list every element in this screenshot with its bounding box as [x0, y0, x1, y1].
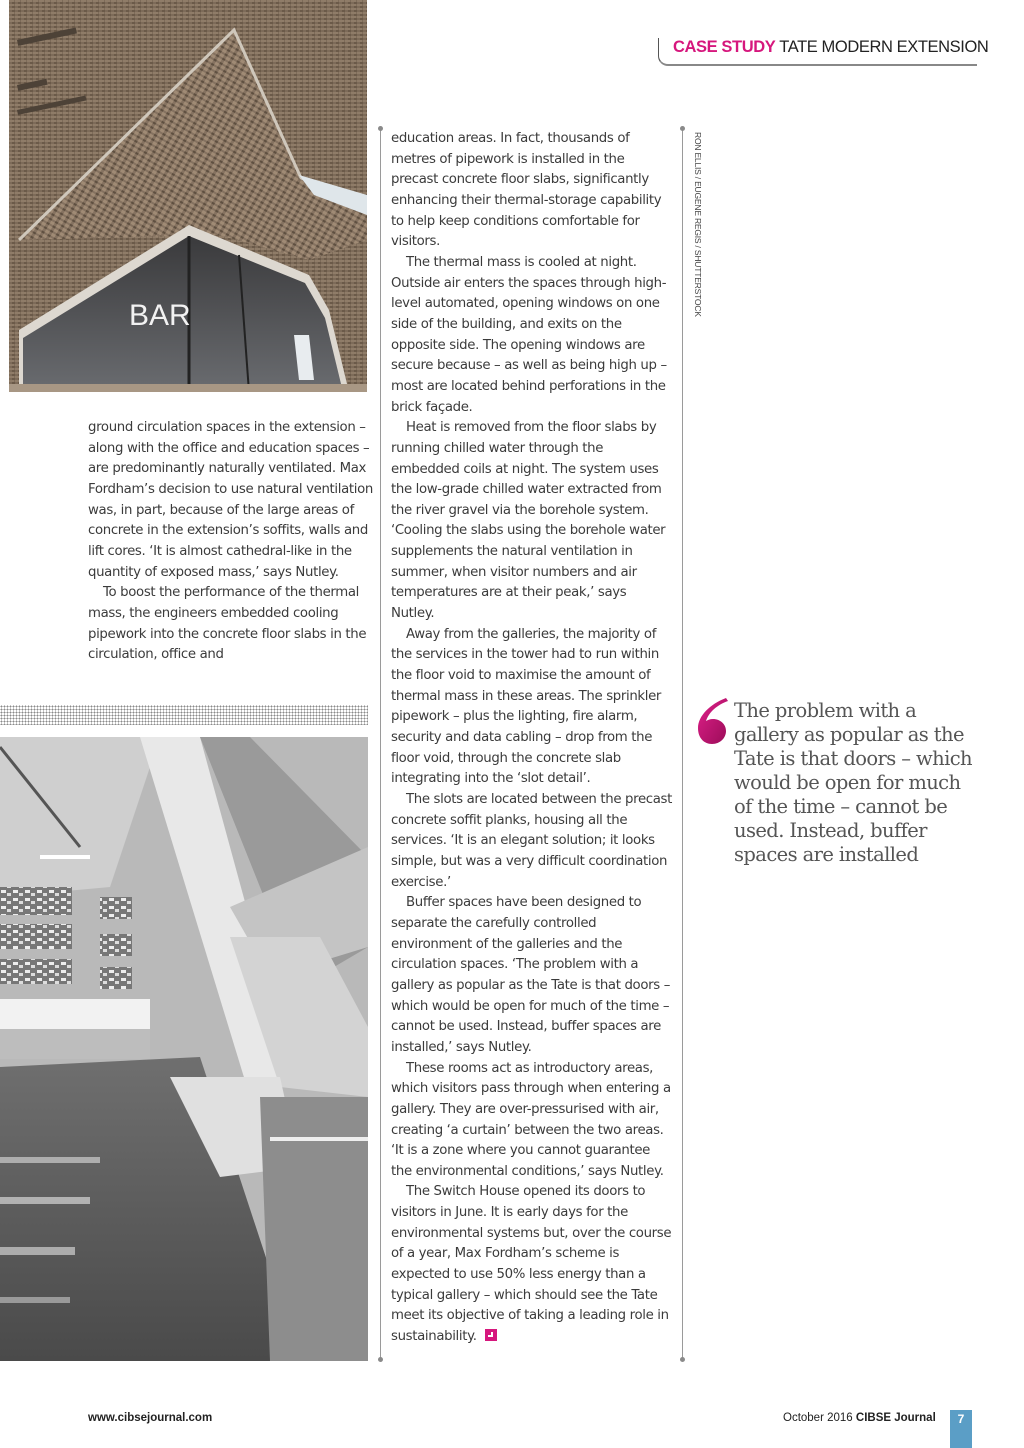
- building-exterior-illustration: [9, 0, 367, 392]
- footer-date: October 2016: [783, 1412, 853, 1424]
- paragraph: The slots are located between the precast concrete soffit planks, housing all the services. ‘It is an elegant solution; it looks simple, but was a very difficult coordination exercise.’: [391, 792, 672, 890]
- header-text: [673, 38, 988, 57]
- footer-publication: CIBSE Journal: [855, 1412, 936, 1424]
- footer-issue: [783, 1412, 936, 1424]
- paragraph: Buffer spaces have been designed to separate the carefully controlled environment of the galleries and the circulation spaces. ‘The problem with a gallery as popular as the Tate is that doors – which would be open for much of the time – cannot be used. Instead, buffer spaces are installed,’ says Nutley.: [391, 895, 671, 1055]
- pull-quote: The problem with a gallery as popular as the Tate is that doors – which would be open for much of the time – cannot be used. Instead, buffer spaces are installed: [734, 699, 972, 866]
- page-number: 7: [950, 1410, 972, 1448]
- column-rule-right: [682, 128, 683, 1360]
- header-title: TATE MODERN EXTENSION: [779, 38, 989, 56]
- section-header: [658, 38, 989, 66]
- paragraph: Heat is removed from the floor slabs by running chilled water through the embedded coils at night. The system uses the low-grade chilled water extracted from the river gravel via the borehole system. ‘Cooling the slabs using the borehole water supplements the natural ventilation in summer, when visitor numbers and air temperatures are at their peak,’ says Nutley.: [391, 420, 666, 622]
- footer-website-link[interactable]: www.cibsejournal.com: [88, 1412, 213, 1424]
- paragraph: education areas. In fact, thousands of metres of pipework is installed in the precast concrete floor slabs, significantly enhancing their thermal-storage capability to help keep conditions comfortable for visitors.: [391, 131, 662, 250]
- bar-sign-text: BAR: [129, 299, 191, 332]
- dotted-divider: [0, 705, 368, 725]
- photo-credit: RON ELLIS / EUGENE REGIS / SHUTTERSTOCK: [693, 132, 703, 317]
- paragraph: ground circulation spaces in the extension – along with the office and education spaces – are predominantly naturally ventilated. Max Fordham’s decision to use natural ventilation was, in part, because of the large areas of concrete in the extension’s soffits, walls and lift cores. ‘It is almost cathedral-like in the quantity of exposed mass,’ says Nutley.: [88, 420, 373, 580]
- article-column-2: [391, 129, 673, 1348]
- paragraph: Away from the galleries, the majority of the services in the tower had to run within the floor void to maximise the amount of thermal mass in these areas. The sprinkler pipework – plus the lighting, fire alarm, security and data cabling – drop from the floor void, through the concrete slab integrating into the ‘slot detail’.: [391, 626, 662, 787]
- paragraph-final: [391, 1182, 673, 1347]
- end-of-article-icon: [485, 1329, 497, 1341]
- quote-mark-icon: [692, 694, 730, 746]
- paragraph: The thermal mass is cooled at night. Outside air enters the spaces through high-level automated, opening windows on one side of the building, and exits on the opposite side. The opening windows are secure because – as well as being high up – most are located behind perforations in the brick façade.: [391, 254, 667, 415]
- article-column-1: [88, 418, 373, 666]
- photo-interior: [0, 737, 368, 1361]
- paragraph-text: The Switch House opened its doors to visitors in June. It is early days for the environmental systems but, over the course of a year, Max Fordham’s scheme is expected to use 50% less energy than a typical gallery – which should see the Tate meet its objective of taking a leading role in sustainability.: [391, 1184, 672, 1345]
- paragraph: These rooms act as introductory areas, which visitors pass through when entering a gallery. They are over-pressurised with air, creating ‘a curtain’ between the two areas. ‘It is a zone where you cannot guarantee the environmental conditions,’ says Nutley.: [391, 1060, 671, 1179]
- paragraph: To boost the performance of the thermal mass, the engineers embedded cooling pipework into the concrete floor slabs in the circulation, office and: [88, 585, 367, 663]
- header-kicker: CASE STUDY: [673, 38, 776, 56]
- photo-building-exterior: [9, 0, 367, 392]
- interior-illustration: [0, 737, 368, 1361]
- column-rule-left: [380, 128, 381, 1360]
